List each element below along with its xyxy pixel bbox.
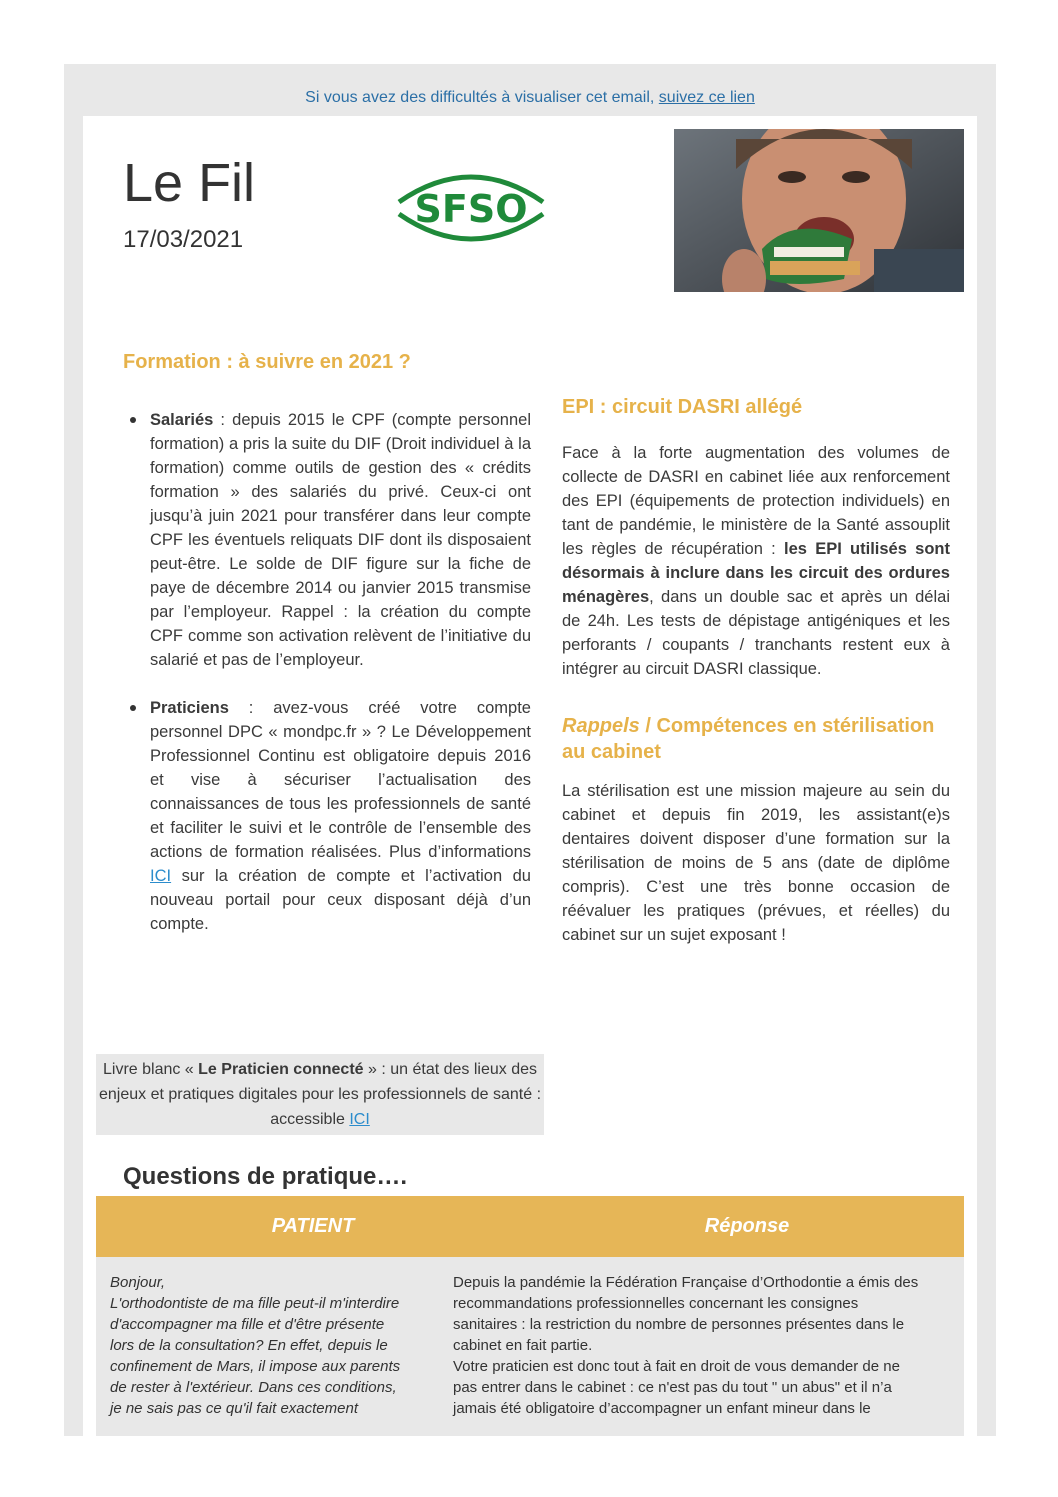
question-line: de rester à l'extérieur. Dans ces conditions,	[110, 1379, 397, 1396]
email-wrapper	[64, 64, 996, 1436]
formation-heading: Formation : à suivre en 2021 ?	[123, 351, 411, 373]
newsletter-card	[83, 116, 977, 1436]
newsletter-title: Le Fil	[123, 153, 256, 213]
question-line: Bonjour,	[110, 1274, 166, 1291]
heading-rest: / Compétences en stérilisation au cabinet	[562, 715, 935, 763]
question-line: je ne sais pas ce qu'il fait exactement	[110, 1400, 358, 1417]
epi-text-after: , dans un double sac et après un délai de 24h. Les tests de dépistage antigéniques et les perforants / coupants / tranchants restent eux à intégrer au circuit DASRI classique.	[562, 588, 950, 678]
sterilisation-paragraph: La stérilisation est une mission majeure au sein du cabinet et depuis fin 2019, les assistant(e)s dentaires doivent disposer d’une formation sur la stérilisation de moins de 5 ans (date de diplôme compris). C’est une très bonne occasion de réévaluer les pratiques (prévues, et réelles) du cabinet sur un sujet exposant !	[562, 782, 950, 944]
item-lead: Praticiens	[150, 699, 229, 717]
header-photo	[674, 129, 964, 292]
epi-bold: les EPI utilisés sont désormais à inclure dans les circuit des ordures ménagères	[562, 540, 950, 606]
answer-line: sanitaires : la restriction du nombre de personnes présentes dans le	[453, 1316, 905, 1333]
heading-italic: Rappels	[562, 715, 640, 737]
sfso-logo	[391, 158, 551, 258]
callout-text-after: » : un état des lieux des enjeux et pratiques digitales pour les professionnels de santé : accessible	[98, 1061, 542, 1128]
item-text: : avez-vous créé votre compte personnel DPC « mondpc.fr » ? Le Développement Professionnel Continu est obligatoire depuis 2016 et vise à sécuriser l’actualisation des connaissances de tous les professionnels de santé et faciliter le suivi et le contrôle de l’ensemble des actions de formation réalisées. Plus d’informations	[150, 699, 531, 861]
callout-bold: Le Praticien connecté	[198, 1061, 364, 1078]
list-item	[123, 408, 531, 672]
question-line: L'orthodontiste de ma fille peut-il m'interdire	[110, 1295, 400, 1312]
table-row	[96, 1257, 964, 1436]
child-photo-illustration	[674, 129, 964, 292]
practitioner-answer	[440, 1272, 943, 1436]
formation-list	[123, 408, 531, 936]
questions-table	[96, 1196, 964, 1436]
notice-text: Si vous avez des difficultés à visualiser cet email,	[305, 89, 655, 106]
item-lead: Salariés	[150, 411, 214, 429]
newsletter-date: 17/03/2021	[123, 226, 244, 253]
sterilisation-heading	[562, 713, 950, 765]
epi-heading: EPI : circuit DASRI allégé	[562, 396, 803, 418]
item-text: : depuis 2015 le CPF (compte personnel formation) a pris la suite du DIF (Droit individuel à la formation) comme outils de gestion des « crédits formation » des salariés du privé. Ceux-ci ont jusqu’à juin 2021 pour transférer dans leur compte CPF les éventuels reliquats DIF dont ils disposaient peut-être. Le solde de DIF figure sur la fiche de paye de décembre 2014 ou janvier 2015 transmise par l’employeur. Rappel : la création du compte CPF comme son activation relèvent de l’initiative du salarié et pas de l’employeur.	[150, 411, 531, 669]
callout-text: Livre blanc «	[102, 1061, 199, 1078]
item-text-after: sur la création de compte et l’activation du nouveau portail pour ceux disposant déjà d’un compte.	[150, 867, 531, 933]
patient-question	[96, 1272, 440, 1436]
answer-line: pas entrer dans le cabinet : ce n'est pas du tout " un abus" et il n’a	[453, 1379, 892, 1396]
question-line: d'accompagner ma fille et d'être présente	[110, 1316, 385, 1333]
questions-heading: Questions de pratique….	[123, 1163, 408, 1190]
answer-line: cabinet en fait partie.	[453, 1337, 593, 1354]
answer-line: Votre praticien est donc tout à fait en droit de vous demander de ne	[453, 1358, 900, 1375]
answer-line: recommandations professionnelles concernant les consignes	[453, 1295, 859, 1312]
question-line: lors de la consultation? En effet, depuis le	[110, 1337, 388, 1354]
view-online-link[interactable]: suivez ce lien	[658, 89, 755, 106]
epi-text: Face à la forte augmentation des volumes de collecte de DASRI en cabinet liée aux renforcement des EPI (équipements de protection individuels) en tant de pandémie, le ministère de la Santé assouplit les règles de récupération :	[562, 444, 950, 558]
list-item	[123, 696, 531, 936]
livre-blanc-callout	[96, 1054, 544, 1135]
epi-paragraph	[562, 441, 950, 681]
logo-text: SFSO	[414, 187, 528, 231]
dpc-info-link[interactable]: ICI	[150, 867, 172, 885]
col-patient: PATIENT	[271, 1215, 355, 1237]
view-online-notice	[64, 89, 996, 107]
col-reponse: Réponse	[704, 1215, 790, 1237]
answer-line: jamais été obligatoire d’accompagner un enfant mineur dans le	[453, 1400, 871, 1417]
question-line: confinement de Mars, il impose aux parents	[110, 1358, 401, 1375]
right-column	[562, 396, 950, 947]
answer-line: Depuis la pandémie la Fédération Française d’Orthodontie a émis des	[453, 1274, 919, 1291]
table-header	[96, 1196, 964, 1257]
livre-blanc-link[interactable]: ICI	[349, 1111, 370, 1128]
